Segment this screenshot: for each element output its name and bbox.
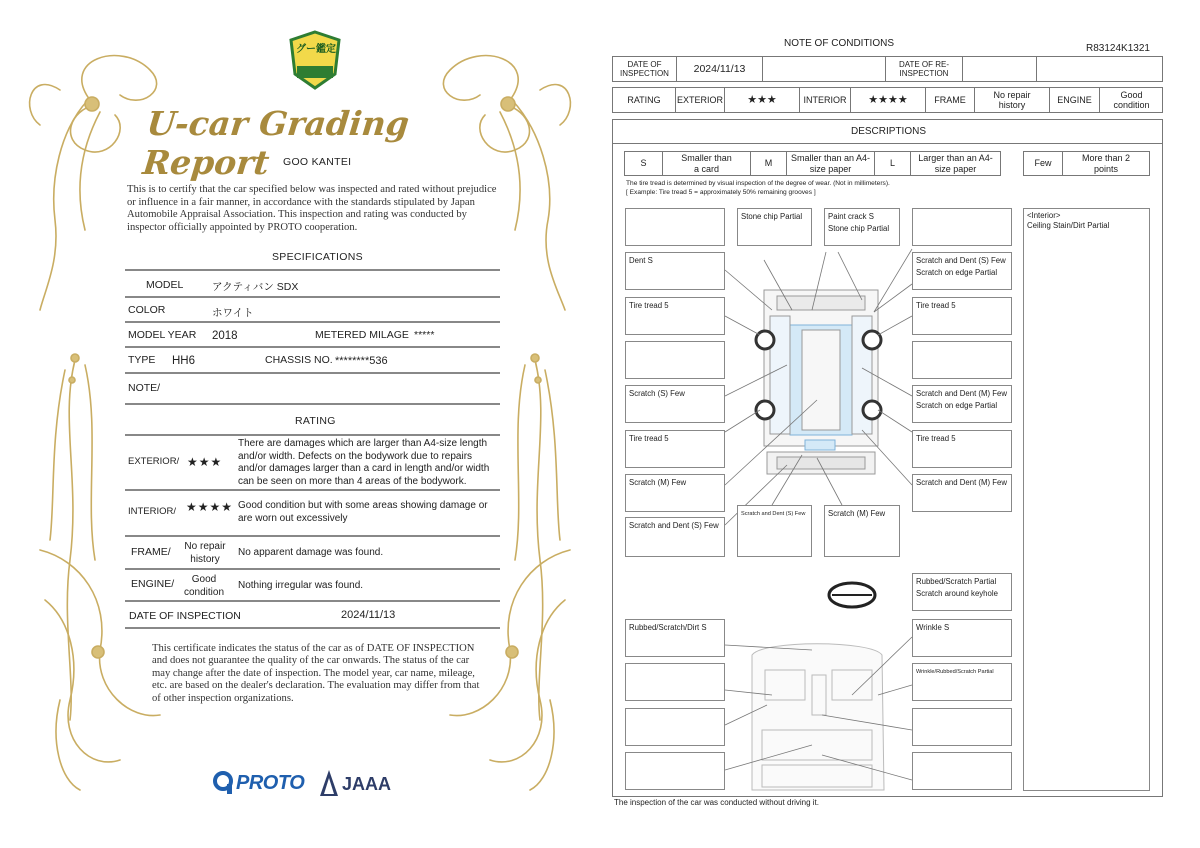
divider	[125, 321, 500, 323]
note-box-right-1	[912, 252, 1012, 290]
note-stone-chip: Stone chip Partial	[828, 224, 890, 233]
note-box-right-4	[912, 385, 1012, 423]
date-row	[612, 56, 1163, 82]
note-box-int-left-2	[625, 663, 725, 701]
model-year-value: 2018	[212, 330, 238, 342]
divider	[125, 627, 500, 629]
jaaa-logo: JAAA	[342, 774, 392, 794]
chassis-value: ********536	[335, 355, 388, 367]
steering-wheel-icon	[829, 583, 875, 607]
frame-label: FRAME/	[131, 546, 171, 558]
frame-value: No repair history	[975, 88, 1050, 112]
type-label: TYPE	[128, 354, 156, 366]
note-box-left-6: Scratch (M) Few	[625, 474, 725, 512]
few-legend	[1023, 151, 1150, 176]
note-paint-crack: Paint crack S	[828, 212, 874, 221]
note-box-right-5: Tire tread 5	[912, 430, 1012, 468]
note-box-top-3	[824, 208, 900, 246]
intro-text: This is to certify that the car specified below was inspected and rated without prejudice or influence in a fair manner, in accordance with the standards stipulated by Japan Automobile Appraisal Association. This inspection and rating was conducted by inspector officially appointed by PROTO cooperation.	[127, 184, 497, 233]
report-subtitle: GOO KANTEI	[283, 156, 352, 168]
note-scratch-dent-s: Scratch and Dent (S) Few	[916, 256, 1006, 265]
note-box-bottom-2: Scratch (M) Few	[824, 505, 900, 557]
legend-l: L	[875, 152, 911, 175]
tire-note-2: [ Example: Tire tread 5 = approximately 50% remaining grooves ]	[626, 189, 816, 196]
type-value: HH6	[172, 355, 196, 367]
divider	[125, 372, 500, 374]
engine-label: ENGINE/	[131, 578, 175, 590]
divider	[125, 568, 500, 570]
note-box-left-1: Dent S	[625, 252, 725, 290]
descriptions-divider	[612, 143, 1163, 144]
date-inspection-value: 2024/11/13	[677, 57, 763, 81]
rating-heading: RATING	[295, 415, 336, 427]
legend-s-desc: Smaller than a card	[663, 152, 751, 175]
certificate-footer: This certificate indicates the status of the car as of DATE OF INSPECTION and does not guarantee the quality of the car onwards. The status of the car may change after the date of inspection. The model year, car name, mileage, etc. are based on the dealer's declaration. The evaluation may differ from that of other inspection organizations.	[152, 643, 480, 704]
note-box-steering	[912, 573, 1012, 611]
sheet-title: NOTE OF CONDITIONS	[784, 38, 894, 49]
engine-value: Good condition	[183, 574, 225, 598]
note-box-int-right-1: Wrinkle S	[912, 619, 1012, 657]
van-top-view	[764, 290, 878, 474]
frame-label: FRAME	[926, 88, 975, 112]
note-box-right-3	[912, 341, 1012, 379]
note-scratch-dent-m: Scratch and Dent (M) Few	[916, 389, 1007, 398]
note-box-left-7: Scratch and Dent (S) Few	[625, 517, 725, 557]
chassis-label: CHASSIS NO.	[265, 354, 333, 366]
proto-logo-icon	[212, 770, 234, 796]
exterior-label: EXTERIOR	[676, 88, 725, 112]
exterior-description: There are damages which are larger than A4-size length and/or width. Defects on the bodywork due to repairs and/or damages larger than a card in length and/or width can be seen on more than 4 areas of the bodywork.	[238, 438, 490, 487]
divider	[125, 296, 500, 298]
note-box-bottom-1: Scratch and Dent (S) Few	[737, 505, 812, 557]
note-box-int-left-4	[625, 752, 725, 790]
exterior-stars: ★★★	[725, 88, 800, 112]
note-box-top-2: Stone chip Partial	[737, 208, 812, 246]
note-box-top-1	[625, 208, 725, 246]
interior-stars: ★★★★	[851, 88, 926, 112]
interior-label: INTERIOR	[800, 88, 851, 112]
note-box-left-4: Scratch (S) Few	[625, 385, 725, 423]
proto-logo: PROTO	[236, 772, 305, 794]
note-box-left-5: Tire tread 5	[625, 430, 725, 468]
note-box-top-4	[912, 208, 1012, 246]
size-legend	[624, 151, 1001, 176]
divider	[125, 346, 500, 348]
interior-item: Ceiling Stain/Dirt Partial	[1027, 221, 1110, 230]
note-box-int-right-4	[912, 752, 1012, 790]
rating-label: RATING	[613, 88, 676, 112]
model-label: MODEL	[146, 279, 184, 291]
note-scratch-edge-2: Scratch on edge Partial	[916, 401, 998, 410]
divider	[125, 535, 500, 537]
legend-s: S	[625, 152, 663, 175]
date-reinspection-value	[963, 57, 1037, 81]
legend-few-desc: More than 2 points	[1081, 153, 1131, 174]
note-label: NOTE/	[128, 382, 161, 394]
note-box-int-left-3	[625, 708, 725, 746]
interior-title: <Interior>	[1027, 211, 1061, 220]
legend-few: Few	[1024, 152, 1063, 175]
interior-notes-column	[1023, 208, 1150, 791]
note-rubbed-scratch: Rubbed/Scratch Partial	[916, 577, 997, 586]
legend-m-desc: Smaller than an A4-size paper	[787, 152, 875, 175]
divider	[125, 269, 500, 271]
note-box-left-3	[625, 341, 725, 379]
engine-value: Good condition	[1113, 89, 1150, 110]
sheet-reference: R83124K1321	[1086, 43, 1150, 54]
jaaa-logo-icon	[318, 768, 340, 798]
note-box-left-2: Tire tread 5	[625, 297, 725, 335]
exterior-stars: ★★★	[187, 455, 223, 469]
interior-stars: ★★★★	[186, 500, 234, 514]
metered-mileage-label: METERED MILAGE	[315, 329, 409, 341]
interior-description: Good condition but with some areas showing damage or are worn out excessively	[238, 500, 488, 524]
divider	[125, 600, 500, 602]
interior-label: INTERIOR/	[128, 506, 177, 517]
divider	[125, 403, 500, 405]
divider	[125, 434, 500, 436]
badge-text: グー鑑定	[296, 44, 336, 55]
color-label: COLOR	[128, 304, 166, 316]
specifications-heading: SPECIFICATIONS	[272, 251, 363, 263]
frame-description: No apparent damage was found.	[238, 547, 384, 558]
divider	[125, 489, 500, 491]
date-inspection-label: DATE OF INSPECTION	[613, 57, 677, 81]
note-box-right-6: Scratch and Dent (M) Few	[912, 474, 1012, 512]
report-title: U-car Grading Report	[140, 104, 411, 182]
frame-value: No repair history	[184, 541, 226, 565]
interior-diagram	[752, 644, 884, 790]
date-reinspection-label: DATE OF RE-INSPECTION	[885, 57, 963, 81]
metered-mileage-value: *****	[414, 329, 435, 341]
sheet-footer: The inspection of the car was conducted without driving it.	[614, 798, 819, 807]
note-keyhole: Scratch around keyhole	[916, 589, 998, 598]
note-box-int-right-2: Wrinkle/Rubbed/Scratch Partial	[912, 663, 1012, 701]
rating-row	[612, 87, 1163, 113]
note-scratch-edge: Scratch on edge Partial	[916, 268, 998, 277]
note-box-int-right-3	[912, 708, 1012, 746]
note-box-right-2: Tire tread 5	[912, 297, 1012, 335]
descriptions-heading: DESCRIPTIONS	[851, 126, 927, 137]
model-value: アクティバン SDX	[212, 281, 299, 293]
model-year-label: MODEL YEAR	[128, 329, 197, 341]
tire-note-1: The tire tread is determined by visual inspection of the degree of wear. (Not in millimeters).	[626, 180, 890, 187]
engine-label: ENGINE	[1050, 88, 1100, 112]
exterior-label: EXTERIOR/	[128, 456, 180, 467]
legend-m: M	[751, 152, 787, 175]
color-value: ホワイト	[212, 307, 254, 319]
date-value: 2024/11/13	[341, 609, 396, 621]
note-box-int-left-1: Rubbed/Scratch/Dirt S	[625, 619, 725, 657]
legend-l-desc: Larger than an A4-size paper	[918, 153, 993, 174]
blank-cell	[1037, 57, 1163, 81]
date-label: DATE OF INSPECTION	[129, 610, 241, 622]
engine-description: Nothing irregular was found.	[238, 580, 364, 591]
